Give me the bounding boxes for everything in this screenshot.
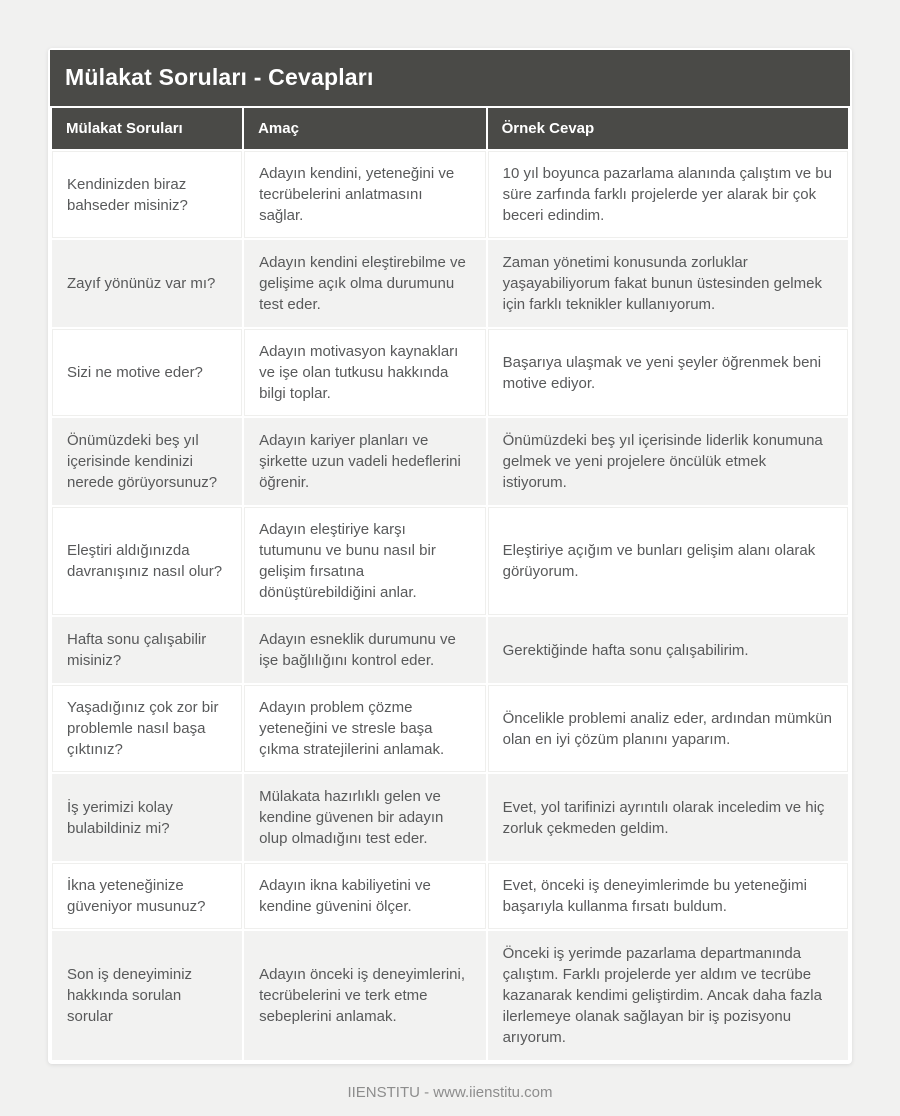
- table-row: [52, 329, 848, 416]
- table-row: [52, 617, 848, 683]
- purpose-cell: Adayın eleştiriye karşı tutumunu ve bunu nasıl bir gelişim fırsatına dönüştürebildiğini anlar.: [244, 507, 486, 615]
- answer-cell: 10 yıl boyunca pazarlama alanında çalıştım ve bu süre zarfında farklı projelerde yer alarak bir çok beceri edindim.: [488, 151, 848, 238]
- interview-qa-card: [48, 48, 852, 1064]
- question-cell: Kendinizden biraz bahseder misiniz?: [52, 151, 242, 238]
- table-header-row: [52, 108, 848, 149]
- question-cell: İkna yeteneğinize güveniyor musunuz?: [52, 863, 242, 929]
- table-row: [52, 418, 848, 505]
- question-cell: Zayıf yönünüz var mı?: [52, 240, 242, 327]
- answer-cell: Önceki iş yerimde pazarlama departmanında çalıştım. Farklı projelerde yer aldım ve tecrübe kazanarak kendimi geliştirdim. Ancak daha fazla ilerlemeye olanak sağlayan bir iş pozisyonu arıyorum.: [488, 931, 848, 1060]
- answer-cell: Evet, yol tarifinizi ayrıntılı olarak inceledim ve hiç zorluk çekmeden geldim.: [488, 774, 848, 861]
- question-cell: Hafta sonu çalışabilir misiniz?: [52, 617, 242, 683]
- purpose-cell: Adayın esneklik durumunu ve işe bağlılığını kontrol eder.: [244, 617, 486, 683]
- column-header-purpose: Amaç: [244, 108, 486, 149]
- column-header-questions: Mülakat Soruları: [52, 108, 242, 149]
- answer-cell: Evet, önceki iş deneyimlerimde bu yeteneğimi başarıyla kullanma fırsatı buldum.: [488, 863, 848, 929]
- purpose-cell: Adayın motivasyon kaynakları ve işe olan tutkusu hakkında bilgi toplar.: [244, 329, 486, 416]
- answer-cell: Öncelikle problemi analiz eder, ardından mümkün olan en iyi çözüm planını yaparım.: [488, 685, 848, 772]
- question-cell: Sizi ne motive eder?: [52, 329, 242, 416]
- purpose-cell: Adayın kendini eleştirebilme ve gelişime açık olma durumunu test eder.: [244, 240, 486, 327]
- table-row: [52, 774, 848, 861]
- table-row: [52, 240, 848, 327]
- answer-cell: Başarıya ulaşmak ve yeni şeyler öğrenmek beni motive ediyor.: [488, 329, 848, 416]
- question-cell: Yaşadığınız çok zor bir problemle nasıl başa çıktınız?: [52, 685, 242, 772]
- purpose-cell: Mülakata hazırlıklı gelen ve kendine güvenen bir adayın olup olmadığını test eder.: [244, 774, 486, 861]
- table-row: [52, 863, 848, 929]
- interview-qa-table: [50, 106, 850, 1062]
- footer-credit: IIENSTITU - www.iienstitu.com: [347, 1084, 553, 1101]
- purpose-cell: Adayın önceki iş deneyimlerini, tecrübelerini ve terk etme sebeplerini anlamak.: [244, 931, 486, 1060]
- purpose-cell: Adayın ikna kabiliyetini ve kendine güvenini ölçer.: [244, 863, 486, 929]
- table-row: [52, 931, 848, 1060]
- purpose-cell: Adayın kariyer planları ve şirkette uzun vadeli hedeflerini öğrenir.: [244, 418, 486, 505]
- purpose-cell: Adayın kendini, yeteneğini ve tecrübelerini anlatmasını sağlar.: [244, 151, 486, 238]
- purpose-cell: Adayın problem çözme yeteneğini ve stresle başa çıkma stratejilerini anlamak.: [244, 685, 486, 772]
- page-title: Mülakat Soruları - Cevapları: [50, 50, 850, 106]
- question-cell: Önümüzdeki beş yıl içerisinde kendinizi nerede görüyorsunuz?: [52, 418, 242, 505]
- table-row: [52, 507, 848, 615]
- answer-cell: Zaman yönetimi konusunda zorluklar yaşayabiliyorum fakat bunun üstesinden gelmek için farklı teknikler kullanıyorum.: [488, 240, 848, 327]
- answer-cell: Eleştiriye açığım ve bunları gelişim alanı olarak görüyorum.: [488, 507, 848, 615]
- question-cell: Eleştiri aldığınızda davranışınız nasıl olur?: [52, 507, 242, 615]
- question-cell: İş yerimizi kolay bulabildiniz mi?: [52, 774, 242, 861]
- column-header-sample-answer: Örnek Cevap: [488, 108, 848, 149]
- table-row: [52, 151, 848, 238]
- table-row: [52, 685, 848, 772]
- question-cell: Son iş deneyiminiz hakkında sorulan sorular: [52, 931, 242, 1060]
- answer-cell: Önümüzdeki beş yıl içerisinde liderlik konumuna gelmek ve yeni projelere öncülük etmek istiyorum.: [488, 418, 848, 505]
- answer-cell: Gerektiğinde hafta sonu çalışabilirim.: [488, 617, 848, 683]
